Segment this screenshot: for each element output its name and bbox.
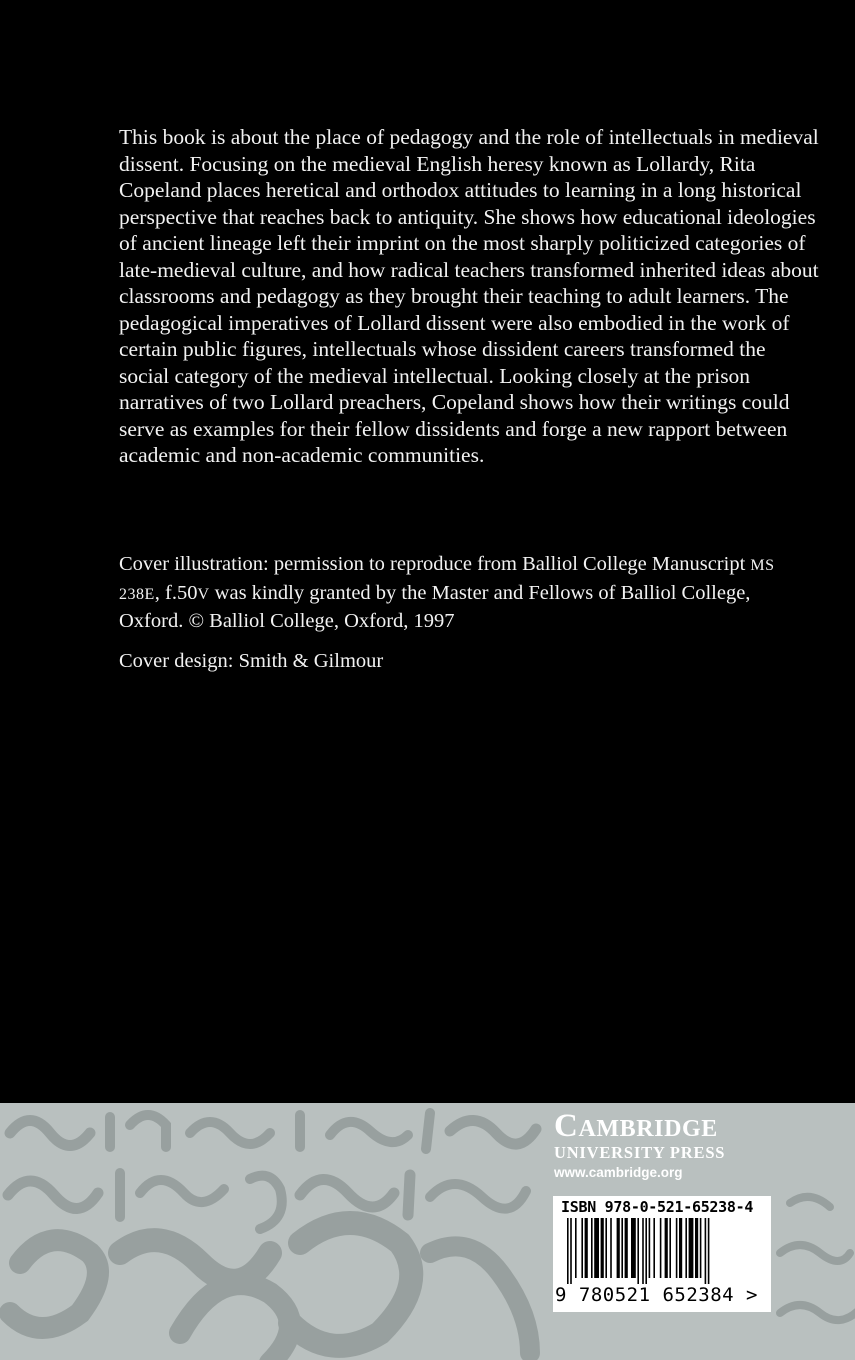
- barcode-bar: [625, 1218, 628, 1278]
- barcode-bar: [601, 1218, 604, 1278]
- publisher-logo: [554, 1108, 794, 1182]
- barcode-number: 9 780521 652384 >: [555, 1284, 758, 1306]
- barcode-bar: [649, 1218, 651, 1278]
- barcode-bar: [685, 1218, 687, 1278]
- barcode-bar: [676, 1218, 678, 1278]
- barcode-bar: [665, 1218, 668, 1278]
- illustration-credit: [119, 551, 819, 635]
- barcode-bar: [575, 1218, 577, 1278]
- barcode-bar: [637, 1218, 639, 1284]
- design-credit: Cover design: Smith & Gilmour: [119, 650, 384, 672]
- publisher-name: [554, 1108, 794, 1144]
- barcode-bar: [585, 1218, 588, 1278]
- barcode-bar: [708, 1218, 710, 1284]
- barcode-bar: [594, 1218, 599, 1278]
- barcode-bar: [660, 1218, 662, 1278]
- barcode-bar: [642, 1218, 644, 1284]
- illustration-credit-part2: , f.50: [154, 581, 198, 604]
- barcode-bar: [631, 1218, 636, 1278]
- barcode-bar: [679, 1218, 682, 1278]
- barcode-bar: [617, 1218, 620, 1278]
- barcode-bar: [610, 1218, 612, 1278]
- barcode-bar: [689, 1218, 694, 1278]
- manuscript-label: MS 238E: [119, 557, 775, 603]
- barcode-bar: [700, 1218, 702, 1278]
- folio-side: V: [197, 585, 210, 603]
- barcode-bar: [605, 1218, 607, 1278]
- barcode-bar: [705, 1218, 707, 1284]
- barcode-bar: [621, 1218, 623, 1278]
- barcode-bar: [570, 1218, 572, 1284]
- barcode-bar: [591, 1218, 593, 1278]
- barcode-bar: [695, 1218, 698, 1278]
- publisher-initial: C: [554, 1108, 579, 1144]
- illustration-credit-part1: Cover illustration: permission to reproduce from Balliol College Manuscript: [119, 553, 751, 575]
- illustration-credit-part3: was kindly granted by the Master and Fellows of Balliol College, Oxford. © Balliol College, Oxford, 1997: [119, 581, 751, 632]
- publisher-subtitle: UNIVERSITY PRESS: [554, 1143, 726, 1162]
- isbn-barcode: [553, 1196, 771, 1312]
- barcode-bar: [645, 1218, 647, 1284]
- publisher-url: www.cambridge.org: [554, 1165, 683, 1180]
- barcode-bar: [567, 1218, 569, 1284]
- isbn-label: ISBN 978-0-521-65238-4: [561, 1198, 754, 1216]
- barcode-bar: [653, 1218, 655, 1278]
- book-blurb: This book is about the place of pedagogy and the role of intellectuals in medieval dissent. Focusing on the medieval English heresy known as Lollardy, Rita Copeland places heretical and orthodox attitudes to learning in a long historical perspective that reaches back to antiquity. She shows how educational ideologies of ancient lineage left their imprint on the most sharply politicized categories of late-medieval culture, and how radical teachers transformed inherited ideas about classrooms and pedagogy as they brought their teaching to adult learners. The pedagogical imperatives of Lollard dissent were also embodied in the work of certain public figures, intellectuals whose dissident careers transformed the social category of the medieval intellectual. Looking closely at the prison narratives of two Lollard preachers, Copeland shows how their writings could serve as examples for their fellow dissidents and forge a new rapport between academic and non-academic communities.: [119, 125, 819, 467]
- barcode-bars: [567, 1218, 757, 1284]
- publisher-name-rest: AMBRIDGE: [578, 1116, 718, 1142]
- barcode-bar: [669, 1218, 671, 1278]
- barcode-bar: [581, 1218, 583, 1278]
